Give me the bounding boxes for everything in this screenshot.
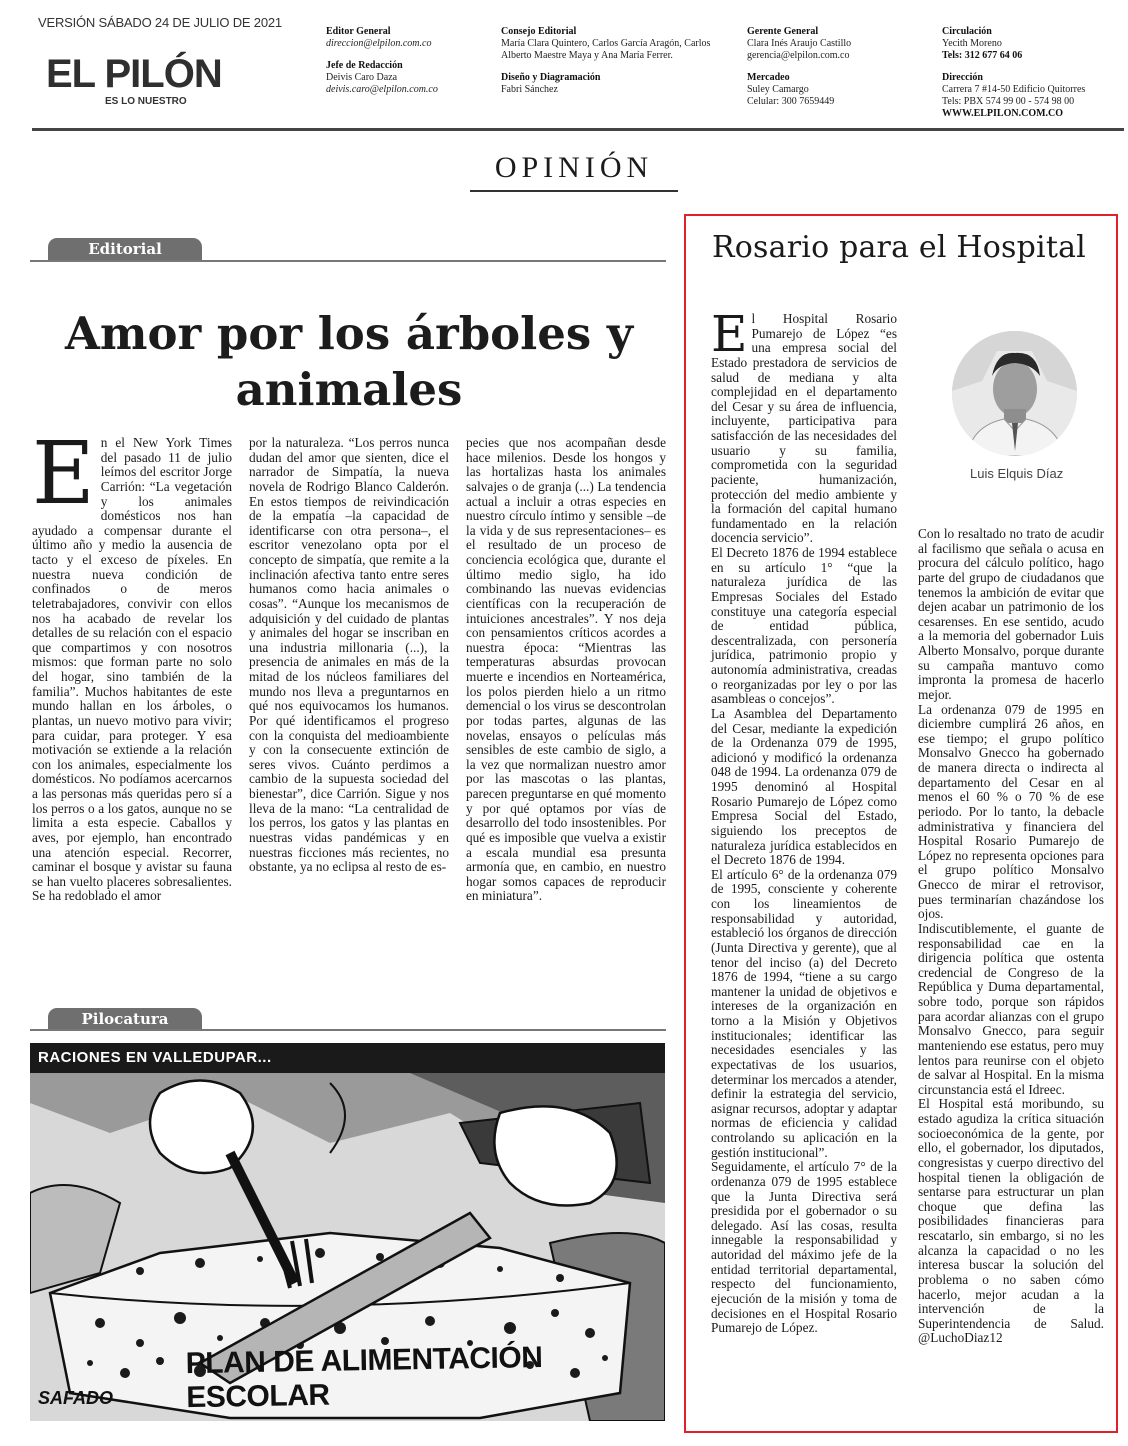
cartoon-caption: RACIONES EN VALLEDUPAR...	[38, 1049, 272, 1066]
newspaper-tagline: ES LO NUESTRO	[105, 96, 187, 107]
editorial-drop-cap: E	[32, 424, 95, 524]
section-title-rule	[470, 190, 678, 192]
column-right: Con lo resaltado no trato de acudir al facilismo que señala o acusa en procura del cálculo político, hago parte del grupo de ciudadanos que tenemos la ambición de evitar que dejen acabar un patrimonio de los cesarenses. En ese sentido, acudo a la memoria del gobernador Luis Alberto Monsalvo, porque durante su campaña mantuvo como impronta la promesa de hacerlo mejor. La ordenanza 079 de 1995 en diciembre cumplirá 26 años, en ese tiempo; el grupo político Monsalvo Gnecco ha gobernado de manera directa o indirecta al departamento del Cesar en al menos el 60 % o 70 % de ese periodo. Por lo tanto, la debacle administrativa y financiera del Hospital Rosario Pumarejo de López no representa opciones para el grupo político Monsalvo Gnecco de mirar el retrovisor, pues terminarían chazándose los ojos. Indiscutiblemente, el guante de responsabilidad cae en la dirigencia política que ostenta credencial de Congreso de la República y Duma departamental, sobre todo, porque son rápidos para acordar alianzas con el grupo Monsalvo Gnecco, para seguir manteniendo ese estatus, pero muy lentos para reunirse con el objeto de salvar al Hospital. En la misma circunstancia está el Idreec. El Hospital está moribundo, su estado agudiza la crítica situación socioeconómica de la gente, por ello, el gobernador, los diputados, congresistas y cuerpo directivo del hospital tienen la obligación de sentarse para estructurar un plan choque que defina las posibilidades financieras para rescatarlo, sin embargo, si no les alcanza la capacidad o no les interesa buscar la solución del problema o no saben cómo hacerlo, mejor acudan a la intervención de la Superintendencia de Salud. @LuchoDiaz12	[918, 526, 1104, 1346]
editorial-tab: Editorial	[48, 238, 202, 260]
editorial-column-3: pecies que nos acompañan desde hace milenios. Desde los hongos y las hortalizas hasta los animales salvajes o de granja (...) La tendencia actual a incluir a otras especies en nuestro círculo íntimo y sensible –de la vida y de sus representaciones– es el resultado de un proceso de conciencia ecológica que, durante el último medio siglo, ha ido combinando las nuevas evidencias científicas con la recuperación de intuiciones ancestrales”. Y nos deja con pensamientos críticos acordes a nuestra época: “Mientras las temperaturas absurdas provocan muerte e incendios en Norteamérica, los polos pierden hielo a un ritmo demencial o los virus se descontrolan por todas partes, algunas de las novelas, ensayos o películas más sensibles de este cambio de siglo, a la vez que normalizan nuestro amor por las mascotas o las plantas, parecen preguntarse en qué momento y por qué optamos por vías de desarrollo del todo insostenibles. Por qué es imposible que vuelva a existir a escala mundial esa presunta armonía que, en cambio, en nuestro hogar somos capaces de reproducir en miniatura”.	[466, 435, 666, 904]
staff-block-circulacion: Circulación Yecith Moreno Tels: 312 677 64 06 Dirección Carrera 7 #14-50 Edificio Quitorres Tels: PBX 574 99 00 - 574 98 00 WWW.ELPILON.COM.CO	[942, 26, 1122, 120]
cartoon-signature: SAFADO	[38, 1388, 114, 1408]
editorial-rule	[30, 260, 666, 262]
staff-block-editor: Editor General direccion@elpilon.com.co Jefe de Redacción Deivis Caro Daza deivis.caro@elpilon.com.co	[326, 26, 438, 95]
website-link[interactable]: WWW.ELPILON.COM.CO	[942, 108, 1064, 119]
editorial-column-1: E n el New York Times del pasado 11 de julio leímos del escritor Jorge Carrión: “La vegetación y los animales domésticos nos han ayudado a compensar durante el último año y medio la ausencia de tacto y el exceso de píxeles. En nuestra nueva condición de confinados o de meros teletrabajadores, convivir con ellos nos ha acabado de revelar los detalles de su relación con el espacio que compartimos y con nosotros mismos: que forman parte no solo del hogar, sino también de la familia”. Muchos habitantes de este mundo hallan en los árboles, o plantas, un nuevo motivo para vivir; para cuidar, para proteger. Y esa motivación se extiende a la relación con los animales, especialmente los domésticos. No podíamos acercarnos a las personas más queridas pero sí a los perros o a los gatos, aunque no se limita a esta especie. Caballos y aves, por ejemplo, han encontrado una atención especial. Recorrer, caminar el bosque y avistar su fauna se han vuelto placeres sobresalientes. Se ha redoblado el amor	[32, 424, 232, 904]
masthead-rule	[32, 128, 1124, 131]
author-photo	[952, 331, 1077, 456]
edition-date: VERSIÓN SÁBADO 24 DE JULIO DE 2021	[38, 15, 282, 30]
column-title: Rosario para el Hospital	[712, 230, 1086, 265]
newspaper-logo[interactable]: EL PILÓN	[46, 52, 222, 96]
section-title: OPINIÓN	[494, 151, 654, 184]
editorial-column-2: por la naturaleza. “Los perros nunca dudan del amor que sienten, dice el narrador de Simpatía, la nueva novela de Rodrigo Blanco Calderón. En estos tiempos de reivindicación de la empatía –la capacidad de identificarse con otra persona–, el escritor venezolano opta por el concepto de simpatía, que remite a la inclinación afectiva tanto entre seres humanos como hacia animales o cosas”. “Aunque los mecanismos de adquisición y del cuidado de plantas y animales del hogar se inscriban en una industria millonaria (...), la presencia de animales en más de la mitad de los núcleos familiares del mundo nos lleva a preguntarnos en qué nos equivocamos los humanos. Por qué identificamos el progreso con la conquista del medioambiente y con la consecuente extinción de seres vivos. Cuánto perdimos a cambio de la supuesta sociedad del bienestar”, dice Carrión. Sigue y nos lleva de la mano: “La centralidad de los perros, los gatos y las plantas en nuestras vidas pandémicas y en nuestras ficciones más recientes, no obstante, ya no eclipsa al resto de es-	[249, 435, 449, 875]
cartoon-image	[30, 1043, 665, 1421]
editorial-headline: Amor por los árboles y animales	[64, 307, 634, 416]
author-name: Luis Elquis Díaz	[970, 466, 1064, 481]
column-drop-cap: E	[711, 305, 748, 363]
column-left: E l Hospital Rosario Pumarejo de López “es una empresa social del Estado prestadora de servicios de salud de mediana y alta complejidad en el departamento del Cesar y su área de influencia, incluyente, participativa para satisfacción de las necesidades del usuario y su familia, comprometida con la seguridad paciente, humanización, protección del medio ambiente y la formación del capital humano fundamentado en la relación docencia servicio”. El Decreto 1876 de 1994 establece en su artículo 1° “que la naturaleza jurídica de las Empresas Sociales del Estado constituye una categoría especial de entidad pública, descentralizada, con personería jurídica, patrimonio propio y autonomía administrativa, creadas o reorganizadas por ley o por las asambleas o concejos”. La Asamblea del Departamento del Cesar, mediante la expedición de la Ordenanza 079 de 1995, adicionó y modificó la ordenanza 048 de 1994. La ordenanza 079 de 1995 denominó al Hospital Rosario Pumarejo de López como Empresa Social del Estado, siguiendo los preceptos de naturaleza jurídica establecidos en el Decreto 1876 de 1994. El artículo 6° de la ordenanza 079 de 1995, consciente y coherente con los lineamientos de responsabilidad y autoridad, estableció los órganos de dirección (Junta Directiva y gerente), que al tenor del inciso (a) del Decreto 1876 de 1994, “tiene a su cargo mantener la unidad de objetivos e intereses de la organización en torno a la Misión y Objetivos institucionales; identificar las necesidades esenciales y las expectativas de los usuarios, determinar los mercados a atender, definir la estrategia del servicio, asignar recursos, adoptar y adaptar normas de eficiencia y calidad controlando su aplicación en la gestión institucional”. Seguidamente, el artículo 7° de la ordenanza 079 de 1995 establece que la Junta Directiva será presidida por el gobernador o su delegado. Así las cosas, resulta innegable la responsabilidad y autoridad del máximo jefe de la entidad territorial departamental, respecto del funcionamiento, ejecución de la misión y toma de decisiones en el Hospital Rosario Pumarejo de López.	[711, 305, 897, 1336]
staff-block-gerente: Gerente General Clara Inés Araujo Castillo gerencia@elpilon.com.co Mercadeo Suley Camargo Celular: 300 7659449	[747, 26, 852, 107]
staff-block-consejo: Consejo Editorial María Clara Quintero, Carlos García Aragón, Carlos Alberto Maestre Maya y Ana María Ferrer. Diseño y Diagramación Fabri Sánchez	[501, 26, 711, 95]
cartoon-banner: PLAN DE ALIMENTACIÓN ESCOLAR	[185, 1340, 543, 1415]
pilocatura-rule	[30, 1029, 666, 1031]
pilocatura-tab: Pilocatura	[48, 1008, 202, 1030]
